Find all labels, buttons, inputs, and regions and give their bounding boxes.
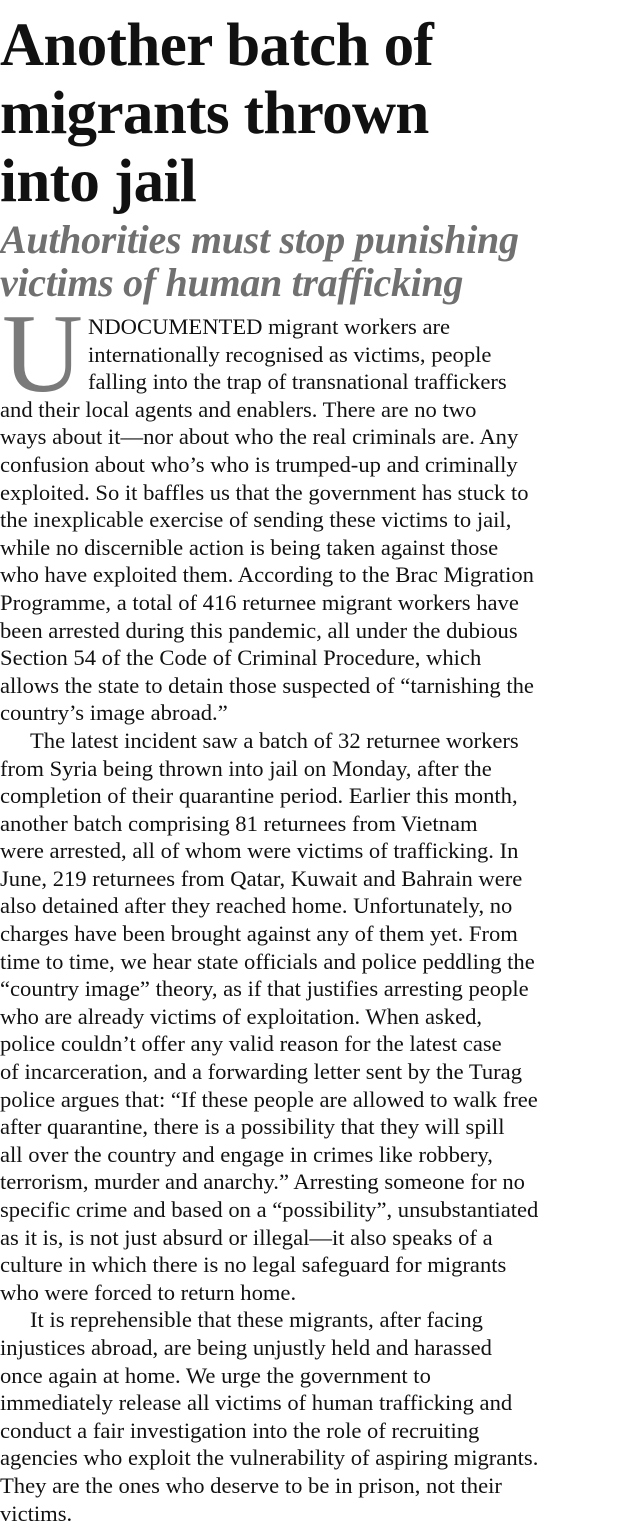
subheadline-line: Authorities must stop punishing xyxy=(0,217,519,262)
body-line: been arrested during this pandemic, all under the dubious xyxy=(0,617,518,643)
body-line: who are already victims of exploitation. When asked, xyxy=(0,1003,483,1029)
body-line: another batch comprising 81 returnees from Vietnam xyxy=(0,810,478,836)
body-line: conduct a fair investigation into the role of recruiting xyxy=(0,1417,480,1443)
body-line: victims. xyxy=(0,1500,73,1526)
body-line: and their local agents and enablers. There are no two xyxy=(0,396,477,422)
body-line: once again at home. We urge the government to xyxy=(0,1362,431,1388)
body-line: from Syria being thrown into jail on Monday, after the xyxy=(0,755,492,781)
body-line: Programme, a total of 416 returnee migrant workers have xyxy=(0,589,519,615)
body-line: injustices abroad, are being unjustly held and harassed xyxy=(0,1334,492,1360)
body-line: confusion about who’s who is trumped-up and criminally xyxy=(0,451,518,477)
article-body xyxy=(0,292,629,1527)
body-line: all over the country and engage in crimes like robbery, xyxy=(0,1141,493,1167)
body-line: also detained after they reached home. Unfortunately, no xyxy=(0,893,513,919)
body-line: after quarantine, there is a possibility that they will spill xyxy=(0,1114,505,1140)
body-line: “country image” theory, as if that justifies arresting people xyxy=(0,976,529,1002)
body-line: NDOCUMENTED migrant workers are xyxy=(88,314,451,339)
body-line: the inexplicable exercise of sending these victims to jail, xyxy=(0,507,512,533)
headline-line: into jail xyxy=(0,148,197,215)
headline-line: Another batch of xyxy=(0,12,434,79)
body-line: police couldn’t offer any valid reason for the latest case xyxy=(0,1031,502,1057)
body-line: who were forced to return home. xyxy=(0,1279,297,1305)
body-line: time to time, we hear state officials and police peddling the xyxy=(0,948,535,974)
body-line: completion of their quarantine period. Earlier this month, xyxy=(0,783,518,809)
body-line: who have exploited them. According to the Brac Migration xyxy=(0,562,534,588)
body-line: specific crime and based on a “possibility”, unsubstantiated xyxy=(0,1197,539,1222)
body-line: June, 219 returnees from Qatar, Kuwait and Bahrain were xyxy=(0,865,523,891)
body-line: were arrested, all of whom were victims of trafficking. In xyxy=(0,838,519,864)
body-line: It is reprehensible that these migrants, after facing xyxy=(30,1307,483,1333)
body-line: terrorism, murder and anarchy.” Arresting someone for no xyxy=(0,1169,525,1195)
body-line: ways about it—nor about who the real criminals are. Any xyxy=(0,424,519,450)
body-line: country’s image abroad.” xyxy=(0,700,228,726)
body-line: internationally recognised as victims, people xyxy=(88,341,492,367)
body-line: immediately release all victims of human trafficking and xyxy=(0,1390,513,1416)
body-line: of incarceration, and a forwarding letter sent by the Turag xyxy=(0,1059,522,1085)
body-line: allows the state to detain those suspected of “tarnishing the xyxy=(0,672,534,698)
body-line: as it is, is not just absurd or illegal—it also speaks of a xyxy=(0,1224,493,1250)
headline xyxy=(0,0,629,216)
body-line: charges have been brought against any of them yet. From xyxy=(0,921,518,947)
body-line: falling into the trap of transnational traffickers xyxy=(88,369,507,395)
drop-cap: U xyxy=(2,292,83,416)
body-line: while no discernible action is being taken against those xyxy=(0,534,499,560)
body-line: They are the ones who deserve to be in prison, not their xyxy=(0,1472,502,1498)
subheadline xyxy=(0,218,629,304)
body-line: exploited. So it baffles us that the government has stuck to xyxy=(0,479,529,505)
subheadline-line: victims of human trafficking xyxy=(0,260,464,305)
body-line: police argues that: “If these people are allowed to walk free xyxy=(0,1086,538,1112)
body-line: Section 54 of the Code of Criminal Procedure, which xyxy=(0,645,482,671)
body-line: agencies who exploit the vulnerability of aspiring migrants. xyxy=(0,1445,539,1471)
headline-line: migrants thrown xyxy=(0,80,429,147)
body-line: The latest incident saw a batch of 32 returnee workers xyxy=(30,727,519,753)
body-line: culture in which there is no legal safeguard for migrants xyxy=(0,1252,507,1278)
